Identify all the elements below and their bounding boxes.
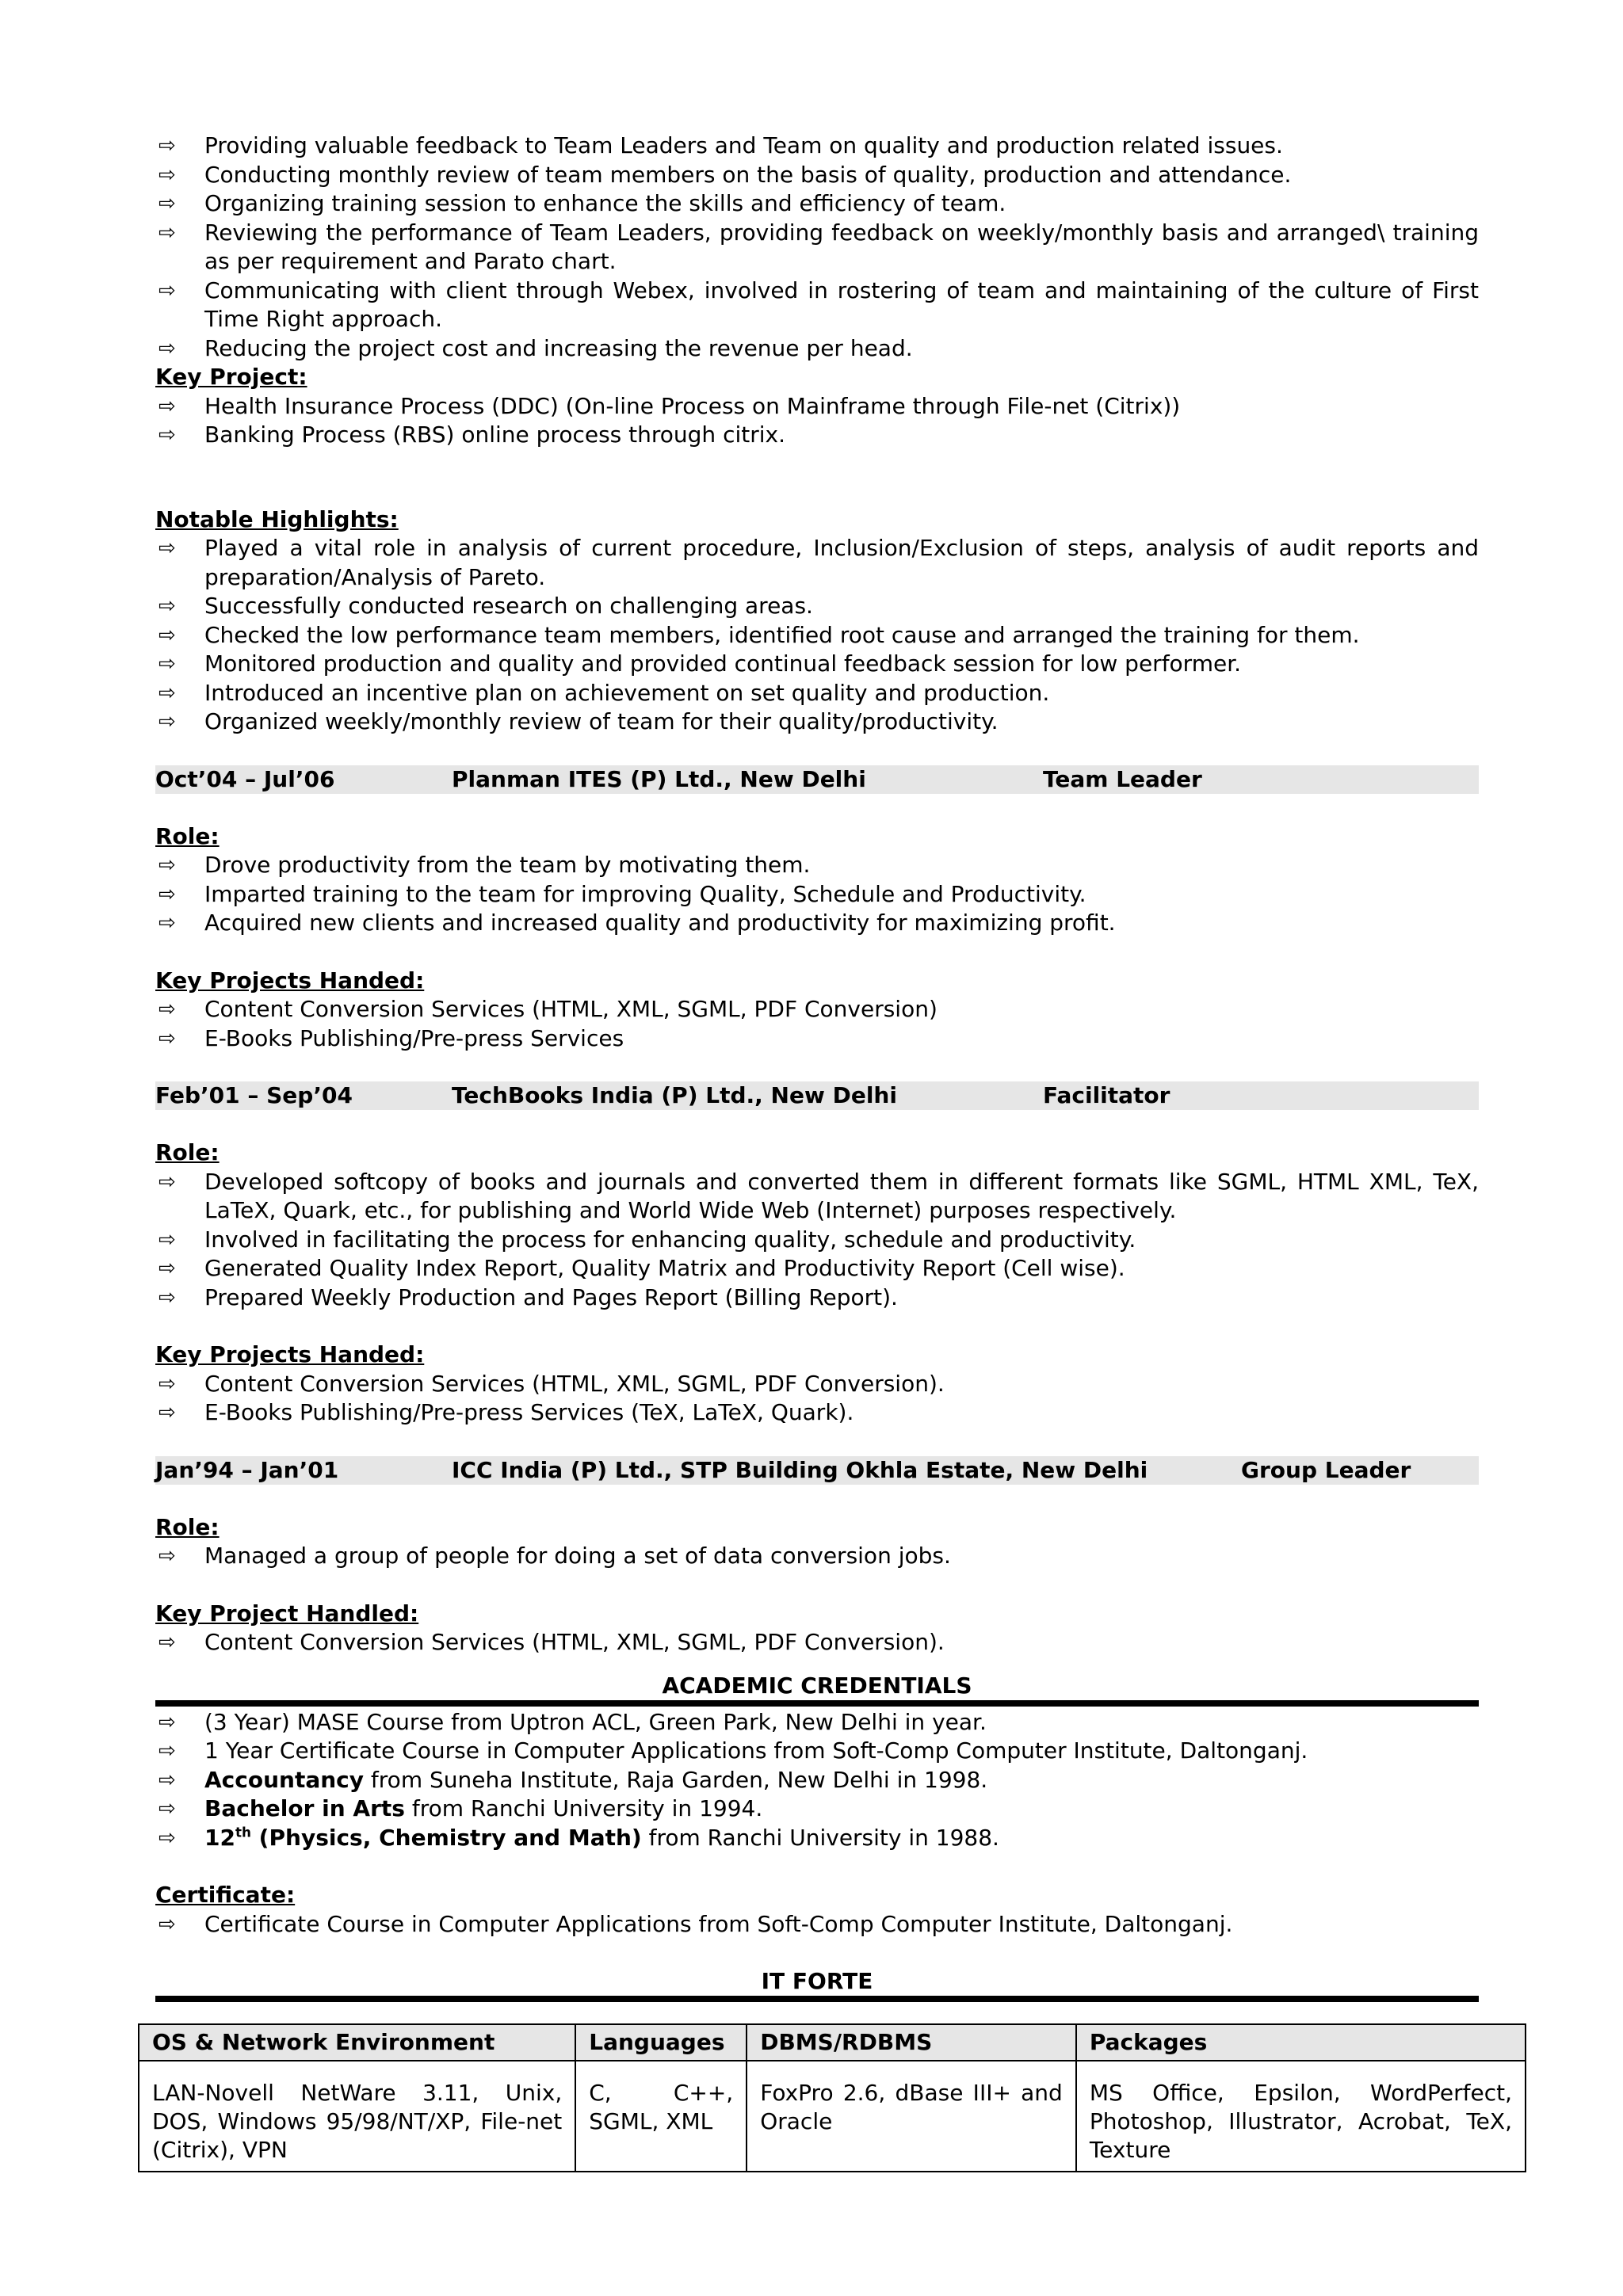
job-header-icc	[155, 1456, 1479, 1485]
arrow-bullet-icon: ⇨	[158, 1257, 176, 1280]
table-cell: FoxPro 2.6, dBase III+ and Oracle	[747, 2061, 1076, 2172]
arrow-bullet-icon: ⇨	[158, 134, 176, 158]
table-cell: C, C++, SGML, XML	[575, 2061, 747, 2172]
role-heading: Role:	[155, 1513, 220, 1540]
arrow-bullet-icon: ⇨	[158, 623, 176, 647]
list-item: ⇨ Organizing training session to enhance the skills and efficiency of team.	[155, 189, 1479, 219]
role-list	[155, 1168, 1479, 1313]
list-item: ⇨ Drove productivity from the team by motivating them.	[155, 851, 1479, 880]
list-item: ⇨ Content Conversion Services (HTML, XML, SGML, PDF Conversion)	[155, 995, 1479, 1024]
arrow-bullet-icon: ⇨	[158, 652, 176, 676]
list-item: ⇨ Prepared Weekly Production and Pages Report (Billing Report).	[155, 1283, 1479, 1313]
job-title: Team Leader	[1043, 765, 1202, 792]
intro-bullet-list	[155, 132, 1479, 363]
arrow-bullet-icon: ⇨	[158, 853, 176, 877]
certificate-heading: Certificate:	[155, 1882, 296, 1908]
key-projects-heading: Key Project Handled:	[155, 1600, 419, 1627]
arrow-bullet-icon: ⇨	[158, 1544, 176, 1568]
list-item: ⇨ E-Books Publishing/Pre-press Services	[155, 1024, 1479, 1054]
arrow-bullet-icon: ⇨	[158, 1768, 176, 1792]
list-item: ⇨ Reducing the project cost and increasing the revenue per head.	[155, 334, 1479, 364]
list-item: ⇨ Providing valuable feedback to Team Leaders and Team on quality and production related issues.	[155, 132, 1479, 161]
arrow-bullet-icon: ⇨	[158, 1026, 176, 1051]
table-row	[139, 2061, 1526, 2172]
list-item: ⇨ 12th (Physics, Chemistry and Math) from Ranchi University in 1988.	[155, 1824, 1479, 1853]
arrow-bullet-icon: ⇨	[158, 536, 176, 560]
academic-list	[155, 1708, 1479, 1853]
role-list	[155, 1542, 1479, 1571]
key-projects-list	[155, 1628, 1479, 1657]
arrow-bullet-icon: ⇨	[158, 1710, 176, 1734]
list-item: ⇨ E-Books Publishing/Pre-press Services (TeX, LaTeX, Quark).	[155, 1398, 1479, 1428]
list-item: ⇨ Conducting monthly review of team members on the basis of quality, production and attendance.	[155, 161, 1479, 190]
arrow-bullet-icon: ⇨	[158, 220, 176, 245]
column-header: Packages	[1076, 2024, 1526, 2061]
table-cell: MS Office, Epsilon, WordPerfect, Photoshop, Illustrator, Acrobat, TeX, Texture	[1076, 2061, 1526, 2172]
key-projects-list	[155, 1370, 1479, 1428]
arrow-bullet-icon: ⇨	[158, 1227, 176, 1252]
list-item: ⇨ Generated Quality Index Report, Quality Matrix and Productivity Report (Cell wise).	[155, 1254, 1479, 1283]
list-item: ⇨ Involved in facilitating the process for enhancing quality, schedule and productivity.	[155, 1226, 1479, 1255]
list-item: ⇨ Accountancy from Suneha Institute, Raja Garden, New Delhi in 1998.	[155, 1766, 1479, 1795]
arrow-bullet-icon: ⇨	[158, 1912, 176, 1936]
it-forte-table	[138, 2023, 1526, 2172]
list-item: ⇨ Reviewing the performance of Team Leaders, providing feedback on weekly/monthly basis and arranged\ training as per requirement and Parato chart.	[158, 219, 1479, 274]
table-header-row	[139, 2024, 1526, 2061]
role-heading: Role:	[155, 822, 220, 849]
column-header: OS & Network Environment	[139, 2024, 575, 2061]
academic-credentials-title: ACADEMIC CREDENTIALS	[662, 1672, 972, 1699]
arrow-bullet-icon: ⇨	[158, 1797, 176, 1821]
arrow-bullet-icon: ⇨	[158, 1630, 176, 1654]
role-list	[155, 851, 1479, 938]
job-dates: Oct’04 – Jul’06	[155, 765, 335, 792]
arrow-bullet-icon: ⇨	[158, 1371, 176, 1396]
arrow-bullet-icon: ⇨	[158, 1401, 176, 1425]
list-item: ⇨ Banking Process (RBS) online process through citrix.	[155, 421, 1479, 450]
job-header-techbooks	[155, 1081, 1479, 1110]
arrow-bullet-icon: ⇨	[158, 162, 176, 187]
key-projects-heading: Key Projects Handed:	[155, 1341, 425, 1367]
arrow-bullet-icon: ⇨	[158, 394, 176, 418]
arrow-bullet-icon: ⇨	[158, 336, 176, 360]
role-heading: Role:	[155, 1139, 220, 1165]
arrow-bullet-icon: ⇨	[158, 911, 176, 935]
list-item: ⇨ 1 Year Certificate Course in Computer Applications from Soft-Comp Computer Institute, Daltonganj.	[155, 1737, 1479, 1766]
arrow-bullet-icon: ⇨	[158, 423, 176, 447]
arrow-bullet-icon: ⇨	[158, 710, 176, 734]
key-projects-heading: Key Projects Handed:	[155, 967, 425, 994]
section-rule	[155, 1700, 1479, 1707]
resume-page	[155, 132, 1479, 2004]
list-item: ⇨ Managed a group of people for doing a set of data conversion jobs.	[155, 1542, 1479, 1571]
list-item: ⇨ Health Insurance Process (DDC) (On-line Process on Mainframe through File-net (Citrix))	[155, 392, 1479, 421]
arrow-bullet-icon: ⇨	[158, 681, 176, 705]
list-item: ⇨ Imparted training to the team for improving Quality, Schedule and Productivity.	[155, 880, 1479, 910]
job-dates: Jan’94 – Jan’01	[155, 1456, 339, 1483]
list-item: ⇨ Checked the low performance team members, identified root cause and arranged the training for them.	[155, 621, 1479, 650]
list-item: ⇨ Acquired new clients and increased quality and productivity for maximizing profit.	[155, 909, 1479, 938]
arrow-bullet-icon: ⇨	[158, 192, 176, 215]
list-item: ⇨ Introduced an incentive plan on achievement on set quality and production.	[155, 679, 1479, 708]
job-title: Group Leader	[1241, 1456, 1411, 1483]
arrow-bullet-icon: ⇨	[158, 1739, 176, 1763]
arrow-bullet-icon: ⇨	[158, 278, 176, 303]
arrow-bullet-icon: ⇨	[158, 1285, 176, 1310]
column-header: DBMS/RDBMS	[747, 2024, 1076, 2061]
list-item: ⇨ Certificate Course in Computer Applications from Soft-Comp Computer Institute, Daltonganj.	[155, 1910, 1479, 1939]
list-item: ⇨ Content Conversion Services (HTML, XML, SGML, PDF Conversion).	[155, 1628, 1479, 1657]
key-project-heading: Key Project:	[155, 364, 307, 390]
job-company: TechBooks India (P) Ltd., New Delhi	[452, 1082, 897, 1108]
list-item: ⇨ (3 Year) MASE Course from Uptron ACL, Green Park, New Delhi in year.	[155, 1708, 1479, 1737]
certificate-list	[155, 1910, 1479, 1939]
key-projects-list	[155, 995, 1479, 1053]
arrow-bullet-icon: ⇨	[158, 594, 176, 618]
key-project-list	[155, 392, 1479, 450]
section-rule	[155, 1996, 1479, 2002]
job-title: Facilitator	[1043, 1082, 1170, 1108]
list-item: ⇨ Bachelor in Arts from Ranchi University in 1994.	[155, 1794, 1479, 1824]
list-item: ⇨ Content Conversion Services (HTML, XML, SGML, PDF Conversion).	[155, 1370, 1479, 1399]
notable-highlights-list	[155, 534, 1479, 737]
list-item: ⇨ Successfully conducted research on challenging areas.	[155, 592, 1479, 621]
it-forte-title: IT FORTE	[761, 1968, 873, 1994]
list-item: ⇨ Communicating with client through Webex, involved in rostering of team and maintaining of the culture of First Time Right approach.	[158, 277, 1479, 332]
arrow-bullet-icon: ⇨	[158, 1825, 176, 1850]
table-cell: LAN-Novell NetWare 3.11, Unix, DOS, Windows 95/98/NT/XP, File-net (Citrix), VPN	[139, 2061, 575, 2172]
job-company: ICC India (P) Ltd., STP Building Okhla Estate, New Delhi	[452, 1456, 1148, 1483]
column-header: Languages	[575, 2024, 747, 2061]
list-item: ⇨ Monitored production and quality and provided continual feedback session for low performer.	[155, 650, 1479, 679]
job-dates: Feb’01 – Sep’04	[155, 1082, 353, 1108]
list-item: ⇨ Developed softcopy of books and journals and converted them in different formats like SGML, HTML XML, TeX, LaTeX, Quark, etc., for publishing and World Wide Web (Internet) purposes respectively.	[158, 1168, 1479, 1223]
job-company: Planman ITES (P) Ltd., New Delhi	[452, 765, 866, 792]
list-item: ⇨ Played a vital role in analysis of current procedure, Inclusion/Exclusion of steps, analysis of audit reports and preparation/Analysis of Pareto.	[158, 535, 1479, 590]
list-item: ⇨ Organized weekly/monthly review of team for their quality/productivity.	[155, 707, 1479, 737]
notable-highlights-heading: Notable Highlights:	[155, 505, 399, 532]
arrow-bullet-icon: ⇨	[158, 1169, 176, 1194]
arrow-bullet-icon: ⇨	[158, 997, 176, 1021]
job-header-planman	[155, 765, 1479, 794]
arrow-bullet-icon: ⇨	[158, 882, 176, 906]
